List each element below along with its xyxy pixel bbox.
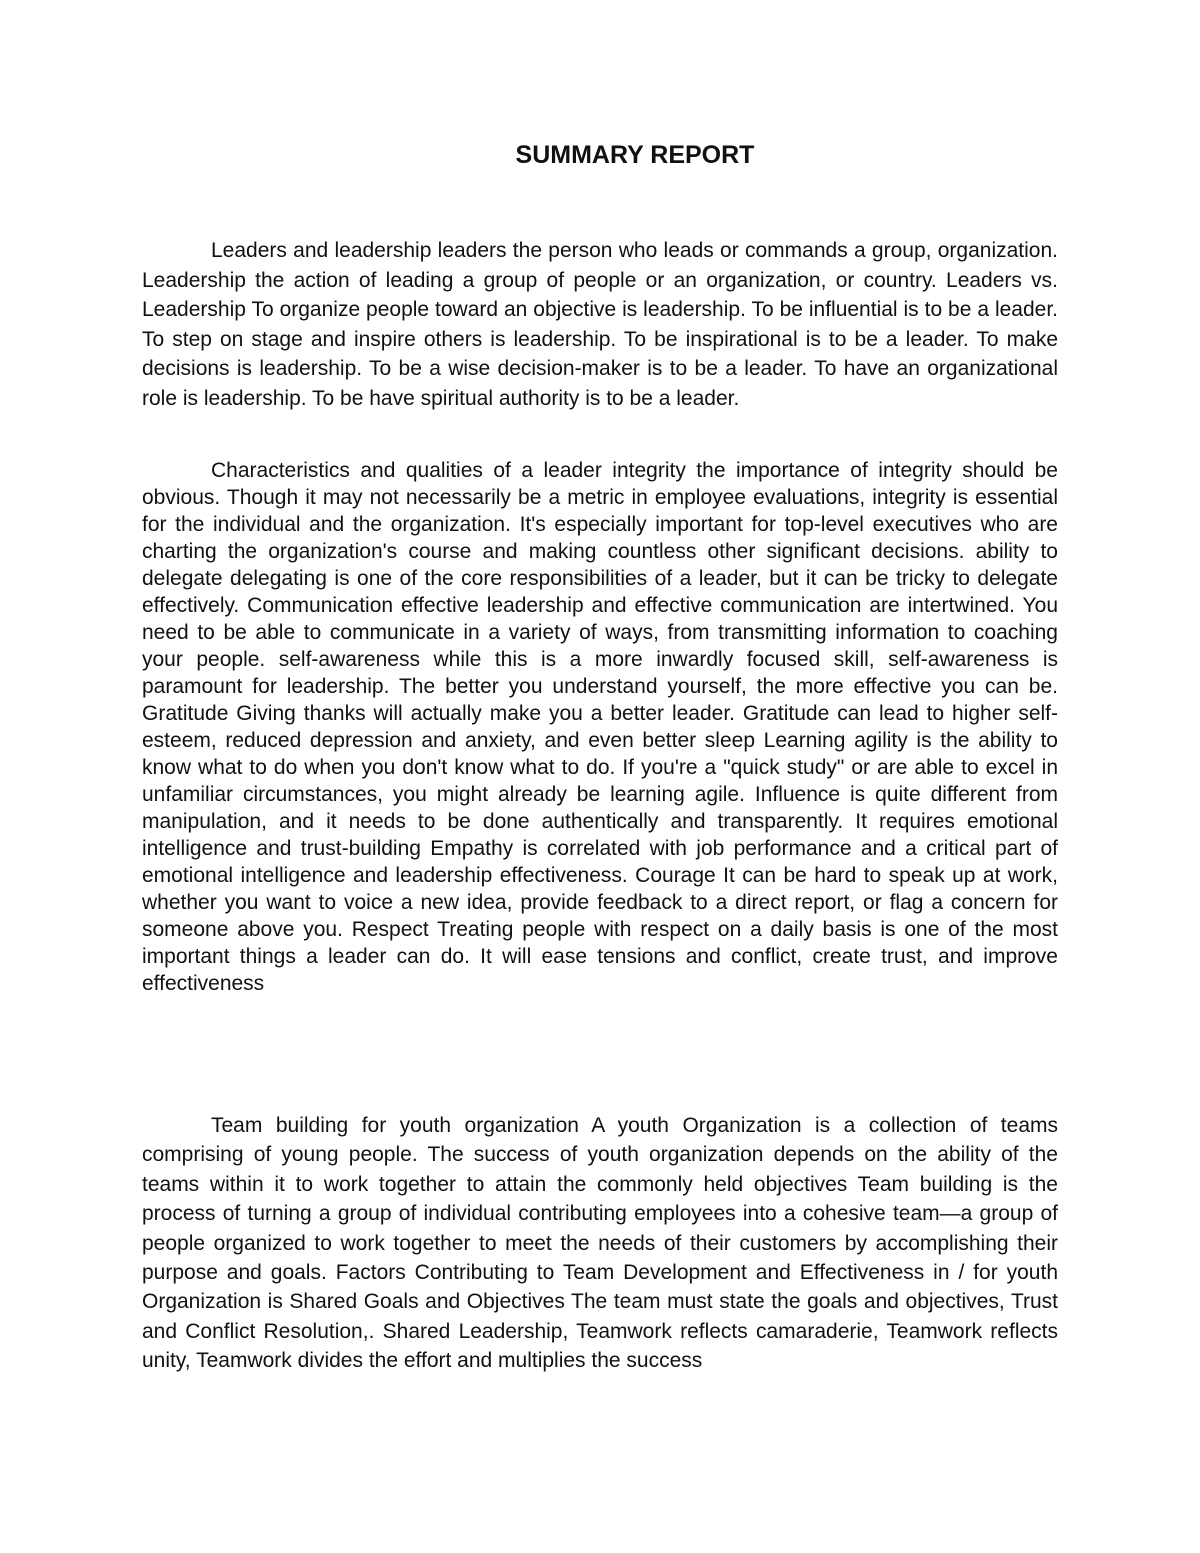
paragraph-leader-characteristics: Characteristics and qualities of a leader integrity the importance of integrity should be obvious. Though it may not necessarily be a metric in employee evaluations, integrity is essential for the individual and the organization. It's especially important for top-level executives who are charting the organization's course and making countless other significant decisions. ability to delegate delegating is one of the core responsibilities of a leader, but it can be tricky to delegate effectively. Communication effective leadership and effective communication are intertwined. You need to be able to communicate in a variety of ways, from transmitting information to coaching your people. self-awareness while this is a more inwardly focused skill, self-awareness is paramount for leadership. The better you understand yourself, the more effective you can be. Gratitude Giving thanks will actually make you a better leader. Gratitude can lead to higher self-esteem, reduced depression and anxiety, and even better sleep Learning agility is the ability to know what to do when you don't know what to do. If you're a "quick study" or are able to excel in unfamiliar circumstances, you might already be learning agile. Influence is quite different from manipulation, and it needs to be done authentically and transparently. It requires emotional intelligence and trust-building Empathy is correlated with job performance and a critical part of emotional intelligence and leadership effectiveness. Courage It can be hard to speak up at work, whether you want to voice a new idea, provide feedback to a direct report, or flag a concern for someone above you. Respect Treating people with respect on a daily basis is one of the most important things a leader can do. It will ease tensions and conflict, create trust, and improve effectiveness <box>142 459 1058 995</box>
paragraph-leaders-and-leadership: Leaders and leadership leaders the person who leads or commands a group, organization. Leadership the action of leading a group of people or an organization, or country. Leaders vs. Leadership To organize people toward an objective is leadership. To be influential is to be a leader. To step on stage and inspire others is leadership. To be inspirational is to be a leader. To make decisions is leadership. To be a wise decision-maker is to be a leader. To have an organizational role is leadership. To be have spiritual authority is to be a leader. <box>142 239 1058 410</box>
paragraph-team-building: Team building for youth organization A youth Organization is a collection of teams comprising of young people. The success of youth organization depends on the ability of the teams within it to work together to attain the commonly held objectives Team building is the process of turning a group of individual contributing employees into a cohesive team—a group of people organized to work together to meet the needs of their customers by accomplishing their purpose and goals. Factors Contributing to Team Development and Effectiveness in / for youth Organization is Shared Goals and Objectives The team must state the goals and objectives, Trust and Conflict Resolution,. Shared Leadership, Teamwork reflects camaraderie, Teamwork reflects unity, Teamwork divides the effort and multiplies the success <box>142 1114 1058 1373</box>
page-title: SUMMARY REPORT <box>515 141 755 169</box>
